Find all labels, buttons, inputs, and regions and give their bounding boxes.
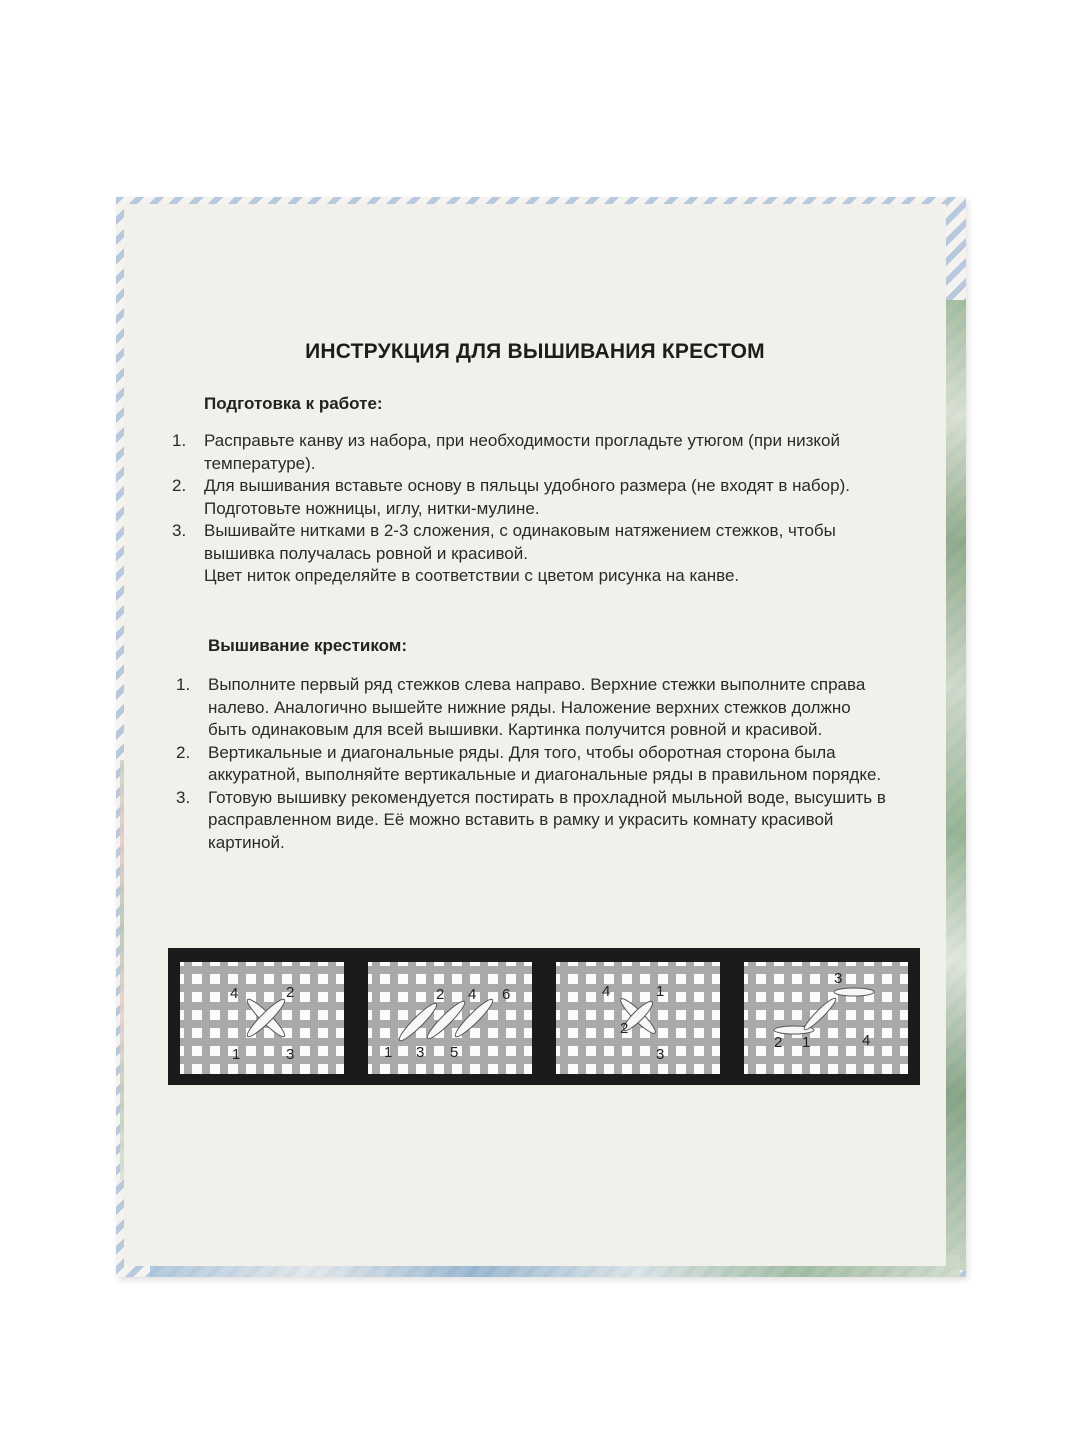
- stitch-diagram-1: [180, 962, 344, 1074]
- list-item: [172, 475, 894, 520]
- stitch-label: 4: [468, 986, 477, 1003]
- list-number: 1.: [172, 431, 187, 450]
- stitch-diagram-3-drawing: [556, 962, 720, 1074]
- stitch-label: 6: [502, 986, 511, 1003]
- stitch-label: 2: [436, 986, 445, 1003]
- stitch-label: 3: [286, 1046, 295, 1063]
- list-text: Вертикальные и диагональные ряды. Для того, чтобы оборотная сторона была аккуратной, выполняйте вертикальные и диагональные ряды в правильном порядке.: [208, 742, 882, 784]
- stitch-label: 1: [384, 1044, 393, 1061]
- list-text: Готовую вышивку рекомендуется постирать в прохладной мыльной воде, высушить в расправленном виде. Её можно вставить в рамку и украсить комнату красивой картиной.: [208, 787, 886, 852]
- section-heading-preparation: Подготовка к работе:: [204, 394, 383, 413]
- stitch-label: 2: [774, 1034, 783, 1051]
- list-text: Вышивайте нитками в 2-3 сложения, с одинаковым натяжением стежков, чтобы вышивка получалась ровной и красивой.: [204, 521, 836, 563]
- list-item: [176, 742, 890, 787]
- list-text: Расправьте канву из набора, при необходимости прогладьте утюгом (при низкой температуре).: [204, 431, 840, 473]
- list-number: 1.: [176, 675, 191, 694]
- stitch-diagram-1-drawing: [180, 962, 344, 1074]
- stitch-diagram-4-drawing: [744, 962, 908, 1074]
- stitch-label: 4: [230, 985, 239, 1002]
- list-item: [172, 520, 894, 588]
- list-item: [172, 430, 894, 475]
- stitch-diagram-4: [744, 962, 908, 1074]
- stitch-label: 4: [602, 983, 611, 1000]
- list-number: 2.: [176, 742, 191, 762]
- stitch-label: 2: [286, 984, 295, 1001]
- stitch-label: 5: [450, 1044, 459, 1061]
- stitch-label: 3: [416, 1044, 425, 1061]
- page-title: ИНСТРУКЦИЯ ДЛЯ ВЫШИВАНИЯ КРЕСТОМ: [305, 340, 765, 363]
- cross-stitch-list: [176, 674, 890, 854]
- list-number: 3.: [172, 521, 187, 540]
- stitch-label: 3: [656, 1046, 665, 1063]
- stitch-label: 4: [862, 1032, 871, 1049]
- stitch-label: 1: [232, 1046, 241, 1063]
- list-item: [176, 787, 890, 855]
- preparation-list: [172, 430, 894, 588]
- stitch-diagram-strip: [168, 948, 920, 1085]
- list-item: [176, 674, 890, 742]
- stitch-ellipse: [802, 996, 839, 1033]
- stitch-label: 2: [620, 1020, 629, 1037]
- floral-edge-right: [944, 300, 966, 1270]
- list-number: 3.: [176, 787, 191, 807]
- list-text: Выполните первый ряд стежков слева направо. Верхние стежки выполните справа налево. Аналогично вышейте нижние ряды. Наложение верхних стежков должно быть одинаковым для всей вышивки. Картинка получится ровной и красивой.: [208, 675, 866, 739]
- list-text: Для вышивания вставьте основу в пяльцы удобного размера (не входят в набор). Подготовьте ножницы, иглу, нитки-мулине.: [204, 476, 850, 518]
- stitch-label: 1: [656, 983, 665, 1000]
- section-heading-cross-stitch: Вышивание крестиком:: [208, 636, 408, 655]
- stitch-ellipse: [834, 988, 874, 996]
- stitch-label: 1: [802, 1034, 811, 1051]
- instruction-sheet: [124, 204, 946, 1266]
- stitch-label: 3: [834, 970, 843, 987]
- list-number: 2.: [172, 476, 187, 495]
- stitch-diagram-3: [556, 962, 720, 1074]
- list-text-extra: Цвет ниток определяйте в соответствии с цветом рисунка на канве.: [204, 566, 740, 585]
- stitch-diagram-2: [368, 962, 532, 1074]
